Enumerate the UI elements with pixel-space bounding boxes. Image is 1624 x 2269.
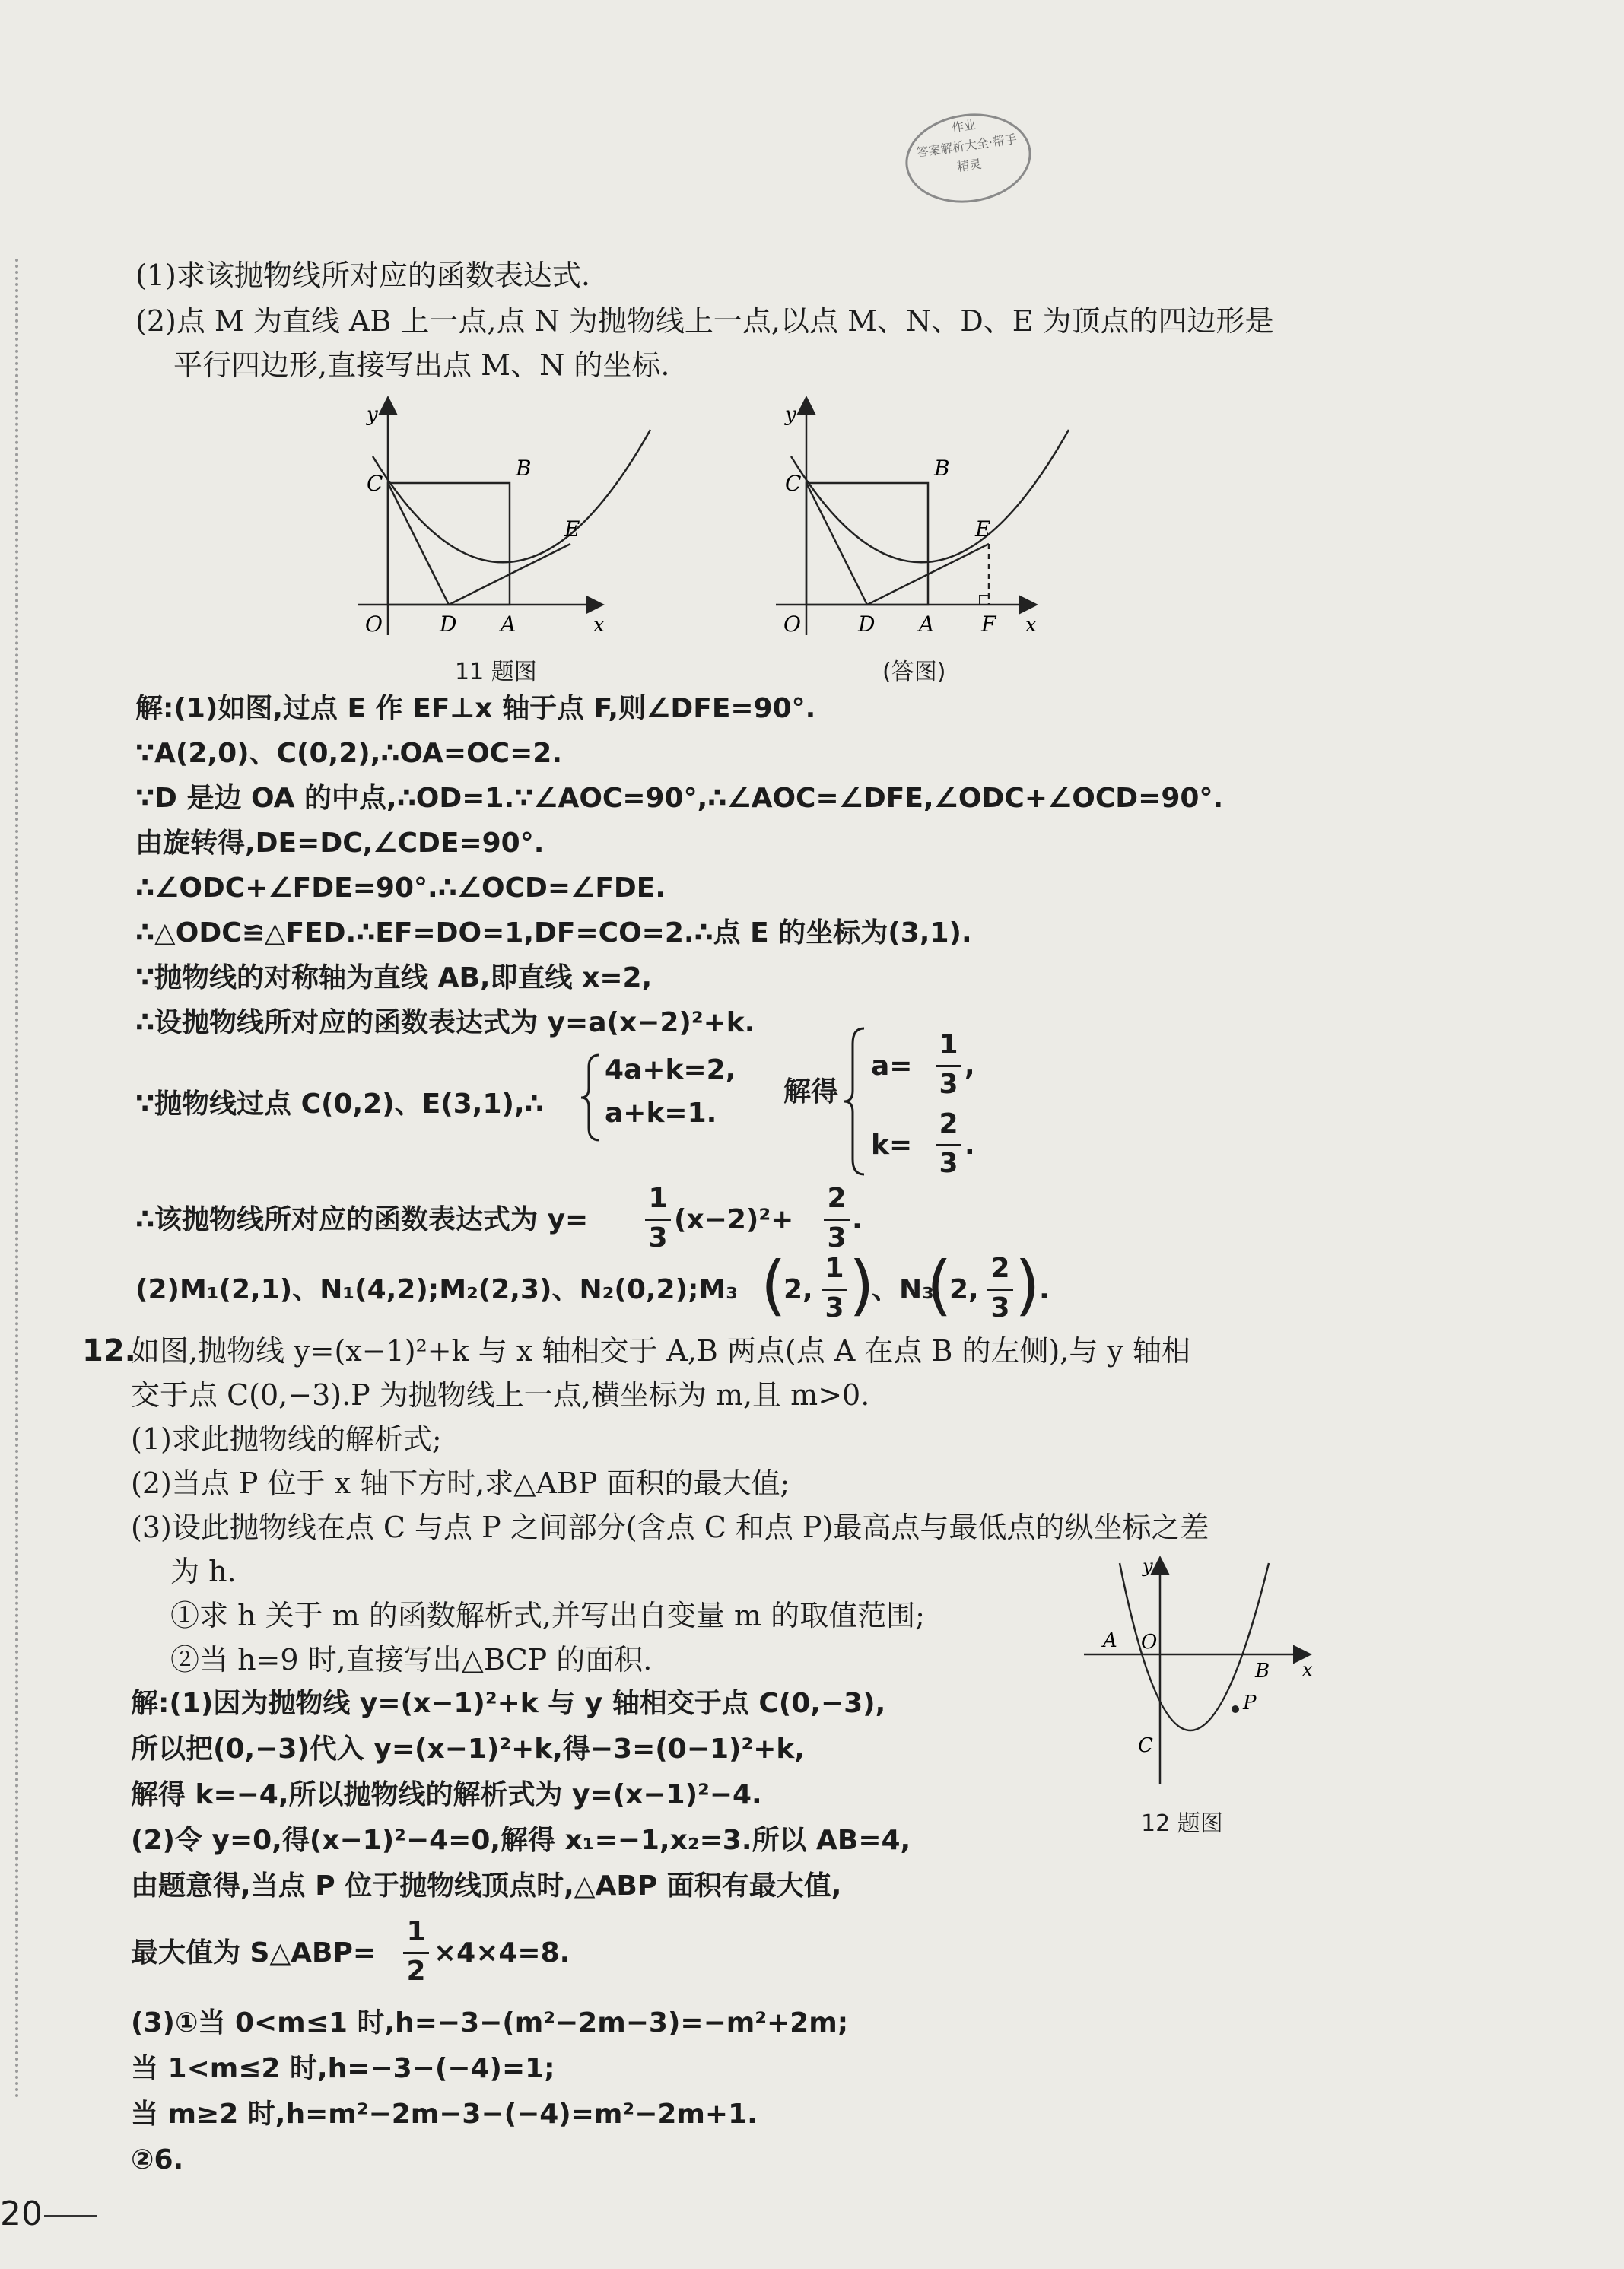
- parabola: [791, 430, 1069, 562]
- point-p: [1232, 1705, 1239, 1713]
- sol11-line: ∴∠ODC+∠FDE=90°.∴∠OCD=∠FDE.: [135, 872, 666, 904]
- sol11-line: ∵D 是边 OA 的中点,∴OD=1.∵∠AOC=90°,∴∠AOC=∠DFE,∠ODC+∠OCD=90°.: [135, 783, 1224, 814]
- label-e: E: [564, 516, 580, 542]
- frac-den: 3: [827, 1222, 847, 1254]
- frac-den: 3: [825, 1292, 844, 1324]
- sol12-line: 由题意得,当点 P 位于抛物线顶点时,△ABP 面积有最大值,: [131, 1870, 842, 1902]
- label-o: O: [1141, 1631, 1158, 1654]
- q12-line: (1)求此抛物线的解析式;: [131, 1422, 442, 1456]
- left-brace: [580, 1052, 602, 1143]
- m3-x: 2,: [783, 1274, 813, 1305]
- sol12-line: ×4×4=8.: [434, 1937, 570, 1969]
- q12-number: 12.: [82, 1333, 136, 1368]
- answer-figure-11: [768, 384, 1088, 643]
- label-x: x: [1025, 614, 1037, 637]
- frac-den: 3: [939, 1069, 958, 1100]
- frac-num: 2: [990, 1253, 1010, 1284]
- label-o: O: [783, 612, 801, 637]
- frac-num: 2: [939, 1108, 958, 1139]
- frac-den: 3: [939, 1148, 958, 1179]
- label-a: A: [501, 612, 516, 637]
- q12-line: (2)当点 P 位于 x 轴下方时,求△ABP 面积的最大值;: [131, 1467, 790, 1500]
- frac-num: 1: [406, 1916, 426, 1947]
- frac-num: 1: [939, 1029, 958, 1060]
- sol12-line: ②6.: [131, 2144, 184, 2175]
- func-end: .: [852, 1204, 863, 1235]
- part2-answer: (2)M₁(2,1)、N₁(4,2);M₂(2,3)、N₂(0,2);M₃: [135, 1274, 739, 1305]
- page-number-rule: [44, 2215, 97, 2217]
- stamp-line: 答案解析大全·帮手: [915, 131, 1018, 160]
- sol12-line: 当 m≥2 时,h=m²−2m−3−(−4)=m²−2m+1.: [131, 2099, 758, 2130]
- label-c: C: [1138, 1734, 1153, 1757]
- binding-margin-dots: [15, 259, 18, 2099]
- label-b: B: [516, 456, 532, 481]
- q12-line: ①求 h 关于 m 的函数解析式,并写出自变量 m 的取值范围;: [170, 1599, 925, 1632]
- q11-part1: (1)求该抛物线所对应的函数表达式.: [135, 259, 590, 292]
- label-o: O: [365, 612, 383, 637]
- stamp-line: 作业: [950, 117, 977, 135]
- stamp-line: 精灵: [956, 156, 983, 175]
- q11-part2a: (2)点 M 为直线 AB 上一点,点 N 为抛物线上一点,以点 M、N、D、E 为顶点的四边形是: [135, 304, 1274, 338]
- fig11-caption: 11 题图: [455, 659, 537, 685]
- comma: ,: [965, 1050, 975, 1082]
- frac-den: 3: [648, 1222, 668, 1254]
- q12-line: (3)设此抛物线在点 C 与点 P 之间部分(含点 C 和点 P)最高点与最低点的纵坐标之差: [131, 1511, 1209, 1544]
- label-y: y: [785, 403, 796, 426]
- label-c: C: [785, 471, 802, 496]
- label-x: x: [1302, 1659, 1313, 1680]
- label-d: D: [858, 612, 876, 637]
- frac-den: 2: [406, 1956, 426, 1987]
- fig12-caption: 12 题图: [1141, 1810, 1223, 1837]
- left-brace-result: [843, 1025, 867, 1177]
- period: .: [1039, 1274, 1050, 1305]
- sol11-line: ∴设抛物线所对应的函数表达式为 y=a(x−2)²+k.: [135, 1007, 755, 1038]
- sol11-line: ∵抛物线的对称轴为直线 AB,即直线 x=2,: [135, 962, 653, 993]
- sol11-line: ∴△ODC≌△FED.∴EF=DO=1,DF=CO=2.∴点 E 的坐标为(3,1).: [135, 917, 972, 949]
- watermark-stamp: [900, 106, 1038, 211]
- paren-close: ): [849, 1247, 875, 1324]
- sol11-line: 由旋转得,DE=DC,∠CDE=90°.: [135, 828, 545, 859]
- label-b: B: [1255, 1660, 1270, 1683]
- sol12-line: 当 1<m≤2 时,h=−3−(−4)=1;: [131, 2053, 555, 2084]
- sol11-line: ∵A(2,0)、C(0,2),∴OA=OC=2.: [135, 738, 562, 769]
- right-angle-mark: [980, 596, 989, 605]
- frac-num: 2: [827, 1183, 847, 1214]
- frac-den: 3: [990, 1292, 1010, 1324]
- system-eq1: 4a+k=2,: [605, 1054, 736, 1085]
- solve-label: 解得: [783, 1076, 839, 1107]
- label-y: y: [1143, 1556, 1153, 1577]
- q12-line: 如图,抛物线 y=(x−1)²+k 与 x 轴相交于 A,B 两点(点 A 在点 B 的左侧),与 y 轴相: [131, 1334, 1190, 1368]
- frac-num: 1: [825, 1253, 844, 1284]
- page-number: 20: [0, 2194, 43, 2233]
- sol12-line: 解:(1)因为抛物线 y=(x−1)²+k 与 y 轴相交于点 C(0,−3),: [131, 1688, 886, 1719]
- n3-x: 2,: [949, 1274, 979, 1305]
- sol12-line: 解得 k=−4,所以抛物线的解析式为 y=(x−1)²−4.: [131, 1779, 762, 1810]
- system-eq2: a+k=1.: [605, 1098, 717, 1129]
- label-b: B: [934, 456, 950, 481]
- label-y: y: [367, 403, 378, 426]
- label-a: A: [919, 612, 935, 637]
- parabola: [373, 430, 650, 562]
- func-mid: (x−2)²+: [674, 1204, 794, 1235]
- ans-fig11-caption: (答图): [882, 659, 946, 685]
- figure-11: [350, 384, 669, 643]
- sol12-line: 最大值为 S△ABP=: [131, 1937, 376, 1969]
- sol12-line: 所以把(0,−3)代入 y=(x−1)²+k,得−3=(0−1)²+k,: [131, 1734, 805, 1765]
- func-lead: ∴该抛物线所对应的函数表达式为 y=: [135, 1204, 589, 1235]
- label-e: E: [975, 516, 991, 542]
- label-p: P: [1243, 1692, 1257, 1714]
- system-lead: ∵抛物线过点 C(0,2)、E(3,1),∴: [135, 1088, 544, 1120]
- label-c: C: [367, 471, 383, 496]
- frac-num: 1: [648, 1183, 668, 1214]
- segment-cd: [388, 483, 449, 605]
- sol12-line: (2)令 y=0,得(x−1)²−4=0,解得 x₁=−1,x₂=3.所以 AB=4,: [131, 1825, 911, 1856]
- segment-cd: [806, 483, 867, 605]
- sol11-line: 解:(1)如图,过点 E 作 EF⊥x 轴于点 F,则∠DFE=90°.: [135, 693, 816, 724]
- q11-part2b: 平行四边形,直接写出点 M、N 的坐标.: [173, 348, 670, 382]
- result-k-lhs: k=: [871, 1130, 913, 1161]
- period: .: [965, 1130, 975, 1161]
- figure-12: [1080, 1548, 1324, 1799]
- paren-open: (: [761, 1247, 787, 1324]
- q12-line: 为 h.: [170, 1555, 237, 1588]
- sep: 、N₃: [872, 1274, 934, 1305]
- q12-line: 交于点 C(0,−3).P 为抛物线上一点,横坐标为 m,且 m>0.: [131, 1378, 870, 1412]
- paren-open: (: [926, 1247, 952, 1324]
- q12-line: ②当 h=9 时,直接写出△BCP 的面积.: [170, 1643, 653, 1676]
- label-x: x: [593, 614, 605, 637]
- result-a-lhs: a=: [871, 1050, 913, 1082]
- label-a: A: [1103, 1629, 1117, 1652]
- sol12-line: (3)①当 0<m≤1 时,h=−3−(m²−2m−3)=−m²+2m;: [131, 2007, 849, 2039]
- paren-close: ): [1015, 1247, 1041, 1324]
- label-d: D: [440, 612, 457, 637]
- label-f: F: [981, 612, 996, 637]
